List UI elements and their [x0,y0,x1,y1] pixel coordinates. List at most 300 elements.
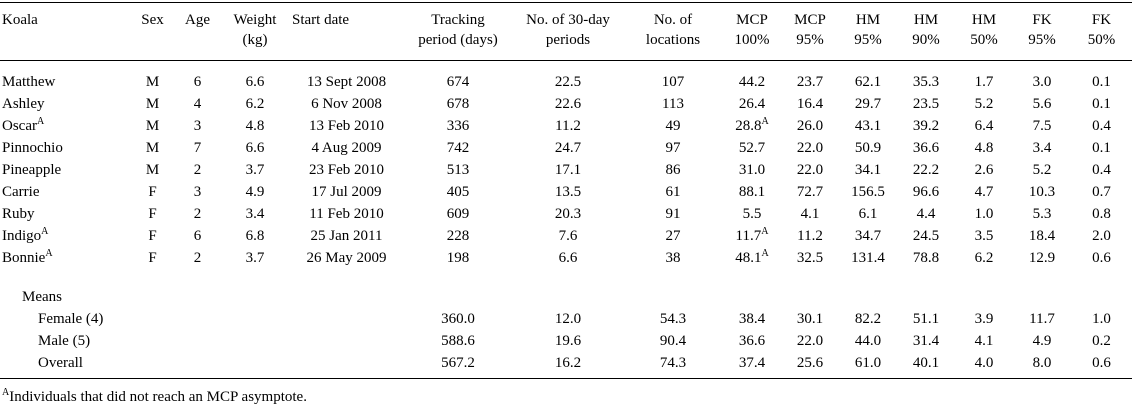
table-cell [955,308,1013,330]
table-cell [220,115,290,137]
column-header [290,3,403,61]
cell-value: 35.3 [912,74,940,90]
cell-value: 0.1 [1092,140,1111,156]
cell-value: 5.2 [1032,162,1052,178]
cell-value: 26.4 [738,96,766,112]
table-cell [130,247,175,269]
means-title-row [0,286,1132,308]
table-cell [897,308,955,330]
table-cell [130,159,175,181]
table-cell [623,115,723,137]
cell-value: 34.1 [854,162,882,178]
cell-value: 8.0 [1032,355,1052,371]
table-cell [1071,308,1132,330]
cell-value: F [148,206,157,222]
cell-value: 38 [665,250,681,266]
koala-name: Indigo [2,228,42,244]
cell-value: 52.7 [738,140,766,156]
koala-name-cell [0,159,130,181]
spacer-cell [0,269,1132,286]
koala-name-cell [0,93,130,115]
cell-value: 61 [665,184,681,200]
cell-value: 6.6 [245,74,265,90]
cell-value: 39.2 [912,118,940,134]
cell-value: 588.6 [441,333,475,349]
cell-value: 5.5 [742,206,762,222]
cell-value: 43.1 [854,118,882,134]
table-row [0,115,1132,137]
table-row [0,93,1132,115]
cell-value: 7 [193,140,202,156]
table-cell [897,181,955,203]
column-header [403,3,513,61]
footnote-marker: A [761,226,769,237]
table-cell [513,137,623,159]
table-cell [130,181,175,203]
table-cell [781,203,839,225]
cell-value: 32.5 [796,250,824,266]
table-cell [220,225,290,247]
cell-value: 0.1 [1092,74,1111,90]
column-header-line: locations [645,32,701,48]
table-cell [723,115,781,137]
table-cell [897,225,955,247]
cell-value: 24.7 [554,140,582,156]
column-header-line: Start date [292,12,350,28]
table-cell [781,308,839,330]
column-header [0,3,130,61]
table-cell [130,137,175,159]
column-header-line: Weight [233,12,277,28]
cell-value: 37.4 [738,355,766,371]
cell-value: 4.1 [974,333,994,349]
table-cell [513,203,623,225]
cell-value: 29.7 [854,96,882,112]
cell-value: 22.6 [554,96,582,112]
table-cell [839,247,897,269]
table-cell [513,115,623,137]
table-cell [1071,115,1132,137]
cell-value: 3.9 [974,311,994,327]
table-cell [220,61,290,94]
table-cell [623,159,723,181]
table-cell [1013,308,1071,330]
cell-value: 0.6 [1092,250,1111,266]
table-cell [781,93,839,115]
cell-value: 405 [446,184,470,200]
cell-value: 25.6 [796,355,824,371]
column-header-line: 95% [1028,32,1056,48]
column-header-line: No. of 30-day [526,12,610,28]
table-cell [781,225,839,247]
cell-value: 6 [193,228,202,244]
cell-value: 12.0 [554,311,582,327]
cell-value: 16.4 [796,96,824,112]
column-header [1013,3,1071,61]
table-row [0,247,1132,269]
cell-value: 2 [193,206,202,222]
cell-value: 3.7 [245,162,265,178]
cell-value: 16.2 [554,355,582,371]
cell-value: 34.7 [854,228,882,244]
table-cell [290,159,403,181]
cell-value: 2.6 [974,162,994,178]
table-cell [175,93,220,115]
table-cell [839,61,897,94]
cell-value: 19.6 [554,333,582,349]
table-cell [723,203,781,225]
koala-name: Pinnochio [2,140,63,156]
cell-value: 2 [193,162,202,178]
cell-value: 91 [665,206,681,222]
column-header [955,3,1013,61]
table-cell [1071,159,1132,181]
table-cell [1013,137,1071,159]
cell-value: M [145,140,160,156]
cell-value: 4.8 [974,140,994,156]
table-cell [1013,225,1071,247]
table-cell [781,352,839,379]
table-row [0,137,1132,159]
means-row [0,330,1132,352]
table-cell [1013,181,1071,203]
table-cell [513,330,623,352]
cell-value: 6.6 [245,140,265,156]
table-cell [955,93,1013,115]
table-cell [513,181,623,203]
column-header [897,3,955,61]
cell-value: 4.0 [974,355,994,371]
table-footnote [2,388,307,406]
cell-value: 6 Nov 2008 [311,96,382,112]
cell-value: 13 Feb 2010 [309,118,384,134]
cell-value: 4 [193,96,202,112]
cell-value: 156.5 [851,184,885,200]
cell-value: 360.0 [441,311,475,327]
cell-value: 0.6 [1092,355,1111,371]
cell-value: 22.0 [796,140,824,156]
table-cell [955,181,1013,203]
cell-value: 82.2 [854,311,882,327]
cell-value: 11 Feb 2010 [309,206,384,222]
means-row [0,308,1132,330]
column-header-line: HM [913,12,939,28]
koala-name: Carrie [2,184,40,200]
table-cell [403,115,513,137]
cell-value: 96.6 [912,184,940,200]
koala-name-cell [0,61,130,94]
table-cell [955,203,1013,225]
column-header [220,3,290,61]
table-cell [1013,115,1071,137]
cell-value: 131.4 [851,250,885,266]
cell-value: 0.2 [1092,333,1111,349]
table-cell [1013,61,1071,94]
column-header [1071,3,1132,61]
table-cell [839,93,897,115]
table-cell [723,308,781,330]
means-row [0,352,1132,379]
cell-value: 1.0 [1092,311,1111,327]
footnote-marker: A [36,116,45,127]
table-cell [513,225,623,247]
column-header-line: 100% [734,32,770,48]
cell-value: 49 [665,118,681,134]
cell-value: 11.7 [735,228,762,244]
table-cell [781,330,839,352]
means-group-name: Overall [0,352,403,379]
cell-value: 678 [446,96,470,112]
cell-value: 23 Feb 2010 [309,162,384,178]
cell-value: 2 [193,250,202,266]
table-cell [513,93,623,115]
table-cell [781,247,839,269]
means-title: Means [22,289,62,305]
cell-value: 336 [446,118,470,134]
table-cell [175,247,220,269]
cell-value: 11.7 [1029,311,1055,327]
cell-value: 38.4 [738,311,766,327]
table-cell [403,308,513,330]
footnote-marker: A [45,248,53,259]
spacer-row [0,269,1132,286]
cell-value: 36.6 [912,140,940,156]
table-row [0,181,1132,203]
table-cell [839,115,897,137]
cell-value: 0.7 [1092,184,1111,200]
koala-name: Ashley [2,96,45,112]
cell-value: 4.8 [245,118,265,134]
table-cell [290,137,403,159]
table-cell [403,93,513,115]
table-cell [220,247,290,269]
table-cell [1013,159,1071,181]
table-cell [403,330,513,352]
cell-value: 6.2 [974,250,994,266]
cell-value: 198 [446,250,470,266]
table-cell [897,203,955,225]
table-cell [130,93,175,115]
cell-value: 26.0 [796,118,824,134]
cell-value: 12.9 [1028,250,1056,266]
cell-value: 6.2 [245,96,265,112]
cell-value: 567.2 [441,355,475,371]
table-cell [897,93,955,115]
table-cell [513,352,623,379]
koala-name: Bonnie [2,250,46,266]
column-header-line: periods [545,32,591,48]
table-cell [513,61,623,94]
cell-value: 6.6 [558,250,578,266]
table-cell [290,247,403,269]
cell-value: 4 Aug 2009 [311,140,382,156]
cell-value: 1.7 [974,74,994,90]
table-cell [897,137,955,159]
table-cell [220,159,290,181]
table-cell [839,159,897,181]
koala-name-cell [0,115,130,137]
cell-value: 3.0 [1032,74,1052,90]
table-cell [403,137,513,159]
table-cell [623,308,723,330]
table-cell [290,61,403,94]
column-header [723,3,781,61]
cell-value: 48.1 [735,250,762,266]
table-cell [897,352,955,379]
cell-value: 30.1 [796,311,824,327]
cell-value: 50.9 [854,140,882,156]
column-header [839,3,897,61]
cell-value: 97 [665,140,681,156]
column-header-line: No. of [653,12,693,28]
cell-value: 0.8 [1092,206,1111,222]
cell-value: 22.5 [554,74,582,90]
cell-value: 13 Sept 2008 [306,74,387,90]
koala-name-cell [0,203,130,225]
table-body [0,61,1132,379]
footnote-marker: A [761,248,769,259]
table-cell [955,352,1013,379]
column-header [623,3,723,61]
table-cell [723,93,781,115]
cell-value: 27 [665,228,681,244]
cell-value: 74.3 [659,355,687,371]
cell-value: 28.8 [735,118,762,134]
column-header-line: Sex [141,12,164,28]
column-header-line: 95% [796,32,824,48]
column-header-line: HM [855,12,881,28]
cell-value: 13.5 [554,184,582,200]
cell-value: 4.4 [916,206,936,222]
cell-value: 228 [446,228,470,244]
cell-value: 609 [446,206,470,222]
cell-value: 10.3 [1028,184,1056,200]
table-cell [897,115,955,137]
cell-value: M [145,96,160,112]
table-cell [403,203,513,225]
cell-value: 23.7 [796,74,824,90]
table-cell [623,352,723,379]
cell-value: 5.6 [1032,96,1052,112]
table-cell [839,203,897,225]
table-cell [1013,93,1071,115]
column-header-line: (kg) [242,32,268,48]
cell-value: 31.4 [912,333,940,349]
koala-name-cell [0,225,130,247]
cell-value: F [148,184,157,200]
footnote-marker: A [2,387,10,398]
cell-value: 23.5 [912,96,940,112]
koala-name-cell [0,181,130,203]
cell-value: 3.5 [974,228,994,244]
column-header [513,3,623,61]
cell-value: 25 Jan 2011 [310,228,383,244]
table-cell [130,115,175,137]
table-cell [623,61,723,94]
means-group-name: Female (4) [38,311,104,327]
koala-name: Pineapple [2,162,62,178]
table-cell [897,330,955,352]
table-row [0,61,1132,94]
koala-home-range-table [0,2,1132,379]
koala-name: Matthew [2,74,56,90]
table-cell [1071,203,1132,225]
table-cell [1013,203,1071,225]
cell-value: 2.0 [1092,228,1111,244]
cell-value: 17.1 [554,162,582,178]
table-cell [623,137,723,159]
table-cell [723,159,781,181]
cell-value: M [145,162,160,178]
cell-value: 6.1 [858,206,878,222]
cell-value: 51.1 [912,311,940,327]
cell-value: 3.4 [245,206,265,222]
table-cell [175,159,220,181]
table-cell [781,181,839,203]
column-header-line: Tracking [431,12,485,28]
cell-value: 40.1 [912,355,940,371]
column-header-line: Age [185,12,210,28]
table-cell [290,203,403,225]
table-cell [1071,137,1132,159]
table-cell [175,181,220,203]
cell-value: 674 [446,74,470,90]
cell-value: 36.6 [738,333,766,349]
table-cell [781,137,839,159]
table-cell [403,159,513,181]
cell-value: 90.4 [659,333,687,349]
table-cell [1071,93,1132,115]
cell-value: 0.4 [1092,118,1111,134]
table-cell [403,247,513,269]
table-cell [403,61,513,94]
table-cell [513,308,623,330]
table-cell [1071,352,1132,379]
cell-value: 3 [193,118,202,134]
column-header [781,3,839,61]
cell-value: 78.8 [912,250,940,266]
table-cell [723,330,781,352]
cell-value: 20.3 [554,206,582,222]
cell-value: 18.4 [1028,228,1056,244]
table-cell [955,159,1013,181]
table-cell [839,330,897,352]
column-header-line: 50% [1087,32,1116,48]
table-cell [220,93,290,115]
cell-value: F [148,228,157,244]
cell-value: 54.3 [659,311,687,327]
table-cell [839,181,897,203]
cell-value: M [145,118,160,134]
table-cell [955,225,1013,247]
table-cell [403,225,513,247]
table-cell [955,61,1013,94]
means-group-name: Male (5) [38,333,91,349]
table-cell [723,247,781,269]
table-header-row [0,3,1132,61]
cell-value: 1.0 [974,206,994,222]
table-row [0,225,1132,247]
table-cell [839,225,897,247]
koala-name-cell [0,137,130,159]
table-cell [781,159,839,181]
cell-value: 11.2 [797,228,823,244]
cell-value: 4.9 [245,184,265,200]
table-cell [781,61,839,94]
table-cell [130,203,175,225]
cell-value: 7.6 [558,228,578,244]
table-cell [1013,352,1071,379]
